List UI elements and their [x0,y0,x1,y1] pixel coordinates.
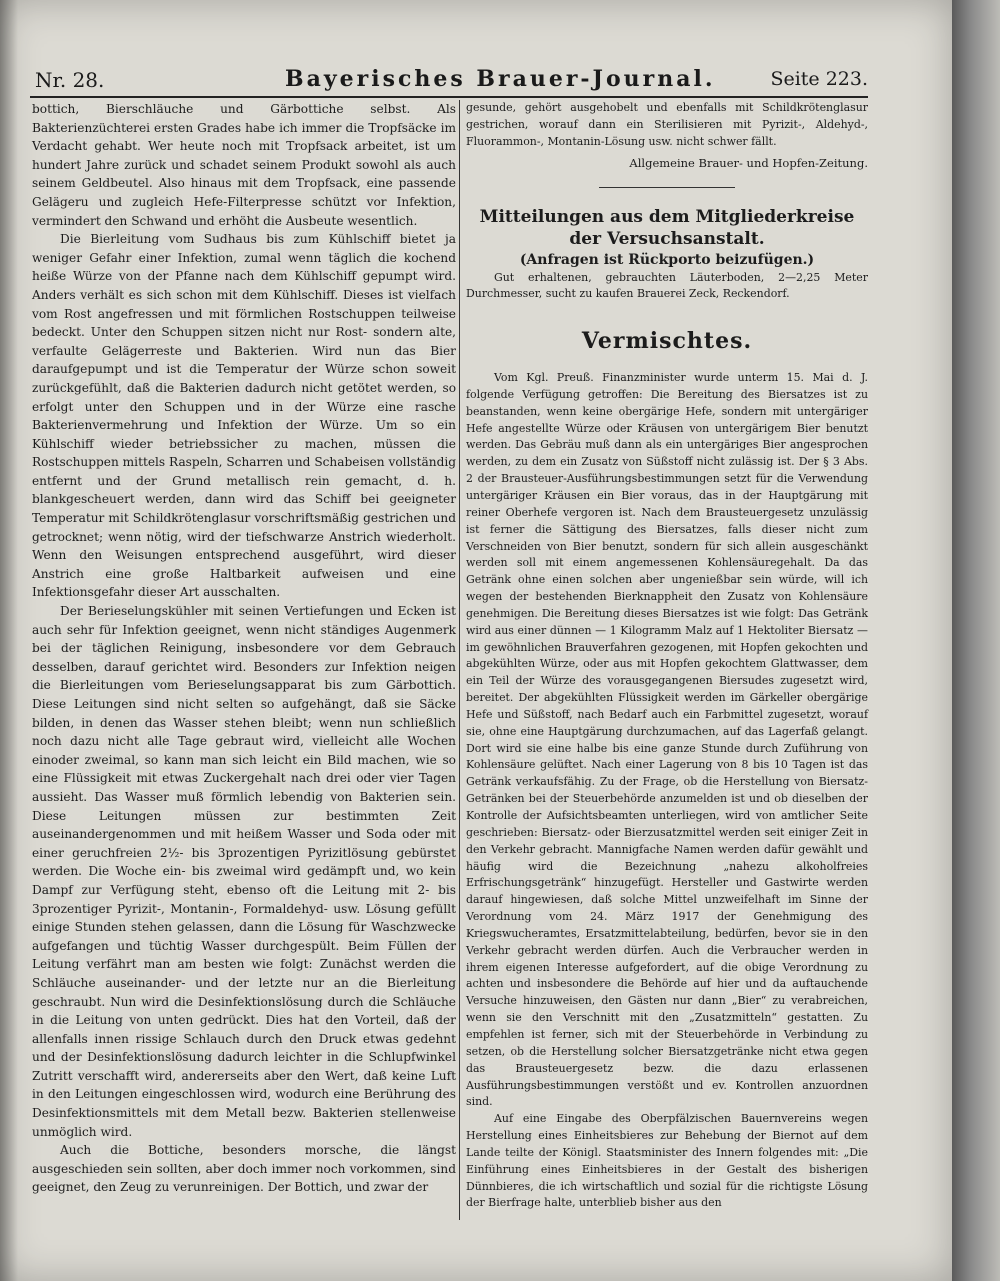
header-rule [30,96,868,98]
section-heading: Mitteilungen aus dem Mitgliederkreise der Versuchsanstalt. [479,206,855,249]
miscellany-heading: Vermischtes. [581,328,753,355]
section-subheading: (Anfragen ist Rückporto beizufügen.) [519,251,815,268]
left-column [32,100,456,1197]
article-paragraph: Vom Kgl. Preuß. Finanzminister wurde unterm 15. Mai d. J. folgende Verfügung getroffen: Die Bereitung des Biersatzes ist zu beanstanden, wenn keine obergärige Hefe, sondern mit untergäriger Hefe angestellte Würze oder Kräusen von untergärigem Bier benutzt werden. Das Gebräu muß dann als ein untergäriges Bier angesprochen werden, zu dem ein Zusatz von Süßstoff nicht zulässig ist. Der § 3 Abs. 2 der Brausteuer-Ausführungsbestimmungen setzt für die Verwendung untergäriger Kräusen ein Bier voraus, das in der Hauptgärung mit reiner Oberhefe vergoren ist. Nach dem Brausteuergesetz unzulässig ist ferner die Sättigung des Biersatzes, falls dieser nicht zum Verschneiden von Bier benutzt, sondern für sich allein ausgeschänkt werden soll mit einem angemessenen Kohlensäuregehalt. Da das Getränk ohne einen solchen aber ungenießbar sein würde, will ich wegen der bestehenden Bierknappheit den Zusatz von Kohlensäure genehmigen. Die Bereitung dieses Biersatzes ist wie folgt: Das Getränk wird aus einer dünnen — 1 Kilogramm Malz auf 1 Hektoliter Biersatz — im gewöhnlichen Brauverfahren gezogenen, mit Hopfen gekochten und abgekühlten Würze, oder aus mit Hopfen gekochtem Glattwasser, dem ein Teil der Würze des vorausgegangenen Biersudes zugesetzt wird, bereitet. Der abgekühlten Flüssigkeit werden im Gärkeller obergärige Hefe und Süßstoff, nach Bedarf auch ein Farbmittel zugesetzt, worauf sie, ohne eine Hauptgärung durchzumachen, auf das Lagerfaß gelangt. Dort wird sie eine halbe bis eine ganze Stunde durch Zuführung von Kohlensäure gelüftet. Nach einer Lagerung von 8 bis 10 Tagen ist das Getränk verkaufsfähig. Zu der Frage, ob die Herstellung von Biersatz-Getränken bei der Steuerbehörde anzumelden ist und ob dieselben der Kontrolle der Aufsichtsbeamten unterliegen, wird von amtlicher Seite geschrieben: Biersatz- oder Bierzusatzmittel werden seit einiger Zeit in den Verkehr gebracht. Mannigfache Namen werden dafür gewählt und häufig wird die Bezeichnung „nahezu alkoholfreies Erfrischungsgetränk“ hinzugefügt. Hersteller und Gastwirte werden darauf hingewiesen, daß solche Mittel unzweifelhaft im Sinne der Verordnung vom 24. März 1917 der Genehmigung des Kriegswucheramtes, Ersatzmittelabteilung, bedürfen, bevor sie in den Verkehr gebracht werden dürfen. Auch die Verbraucher werden in ihrem eigenen Interesse aufgefordert, auf die obige Verordnung zu achten und insbesondere die Behörde auf hier und da auftauchende Versuche hinzuweisen, den Gästen nur dann „Bier“ zu verabreichen, wenn sie den Verschnitt mit den „Zusatzmitteln“ gestatten. Zu empfehlen ist ferner, sich mit der Steuerbehörde in Verbindung zu setzen, ob die Herstellung solcher Biersatzgetränke nicht etwa gegen das Brausteuergesetz bezw. die dazu erlassenen Ausführungsbestimmungen verstößt und ev. Kontrollen anzuordnen sind. [466,371,868,1109]
article-paragraph: gesunde, gehört ausgehobelt und ebenfalls mit Schildkrötenglasur gestrichen, worauf dann ein Sterilisieren mit Pyrizit-, Aldehyd-, Fluorammon-, Montanin-Lösung usw. nicht schwer fällt. [466,101,868,148]
column-divider [459,100,460,1220]
article-paragraph: Der Berieselungskühler mit seinen Vertiefungen und Ecken ist auch sehr für Infektion geeignet, wenn nicht ständiges Augenmerk bei der täglichen Reinigung, insbesondere vor dem Gebrauch desselben, darauf gerichtet wird. Besonders zur Infektion neigen die Bierleitungen vom Berieselungsapparat bis zum Gärbottich. Diese Leitungen sind nicht selten so aufgehängt, daß sie Säcke bilden, in denen das Wasser stehen bleibt; wenn nun schließlich noch dazu nicht alle Tage gebraut wird, vielleicht alle Wochen einoder zweimal, so kann man sich leicht ein Bild machen, wie so eine Flüssigkeit mit etwas Zuckergehalt nach drei oder vier Tagen aussieht. Das Wasser muß förmlich lebendig von Bakterien sein. Diese Leitungen müssen zur bestimmten Zeit auseinandergenommen und mit heißem Wasser und Soda oder mit einer geruchfreien 2½- bis 3prozentigen Pyrizitlösung gebürstet werden. Die Woche ein- bis zweimal wird gedämpft und, wo kein Dampf zur Verfügung steht, ebenso oft die Leitung mit 2- bis 3prozentiger Pyrizit-, Montanin-, Formaldehyd- usw. Lösung gefüllt einige Stunden stehen gelassen, dann die Lösung für Waschzwecke aufgefangen und tüchtig Wasser durchgespült. Beim Füllen der Leitung verfährt man am besten wie folgt: Zunächst werden die Schläuche auseinander- und der letzte nur an die Bierleitung geschraubt. Nun wird die Desinfektionslösung durch die Schläuche in die Leitung von unten gedrückt. Dies hat den Vorteil, daß der allenfalls innen rissige Schlauch durch den Druck etwas gedehnt und der Desinfektionslösung dadurch leichter in die Schlupfwinkel Zutritt verschafft wird, andererseits aber den Wert, daß keine Luft in den Leitungen eingeschlossen wird, wodurch eine Berührung des Desinfektionsmittels mit dem Metall bezw. Bakterien stellenweise unmöglich wird. [32,604,456,1139]
issue-number: Nr. 28. [35,68,105,92]
page-number: Seite 223. [770,68,868,90]
notice-text: Gut erhaltenen, gebrauchten Läuterboden, 2—2,25 Meter Durchmesser, sucht zu kaufen Brauerei Zeck, Reckendorf. [466,270,868,301]
page-header [30,62,868,98]
section-rule [599,187,735,188]
source-signature: Allgemeine Brauer- und Hopfen-Zeitung. [629,155,868,170]
article-paragraph: Die Bierleitung vom Sudhaus bis zum Kühlschiff bietet ja weniger Gefahr einer Infektion, zumal wenn täglich die kochend heiße Würze von der Pfanne nach dem Kühlschiff gepumpt wird. Anders verhält es sich schon mit dem Kühlschiff. Dieses ist vielfach vom Rost angefressen und mit förmlichen Rostschuppen teilweise bedeckt. Unter den Schuppen sitzen nicht nur Rost- sondern alte, verfaulte Gelägerreste und Bakterien. Wird nun das Bier daraufgepumpt und ist die Temperatur der Würze schon soweit zurückgefühlt, daß die Bakterien dadurch nicht getötet werden, so erfolgt unter den Schuppen und in der Würze eine rasche Bakterienvermehrung und Infektion der Würze. Um so ein Kühlschiff wieder betriebssicher zu machen, müssen die Rostschuppen mittels Raspeln, Scharren und Schabeisen vollständig entfernt und der Grund metallisch rein gemacht, d. h. blankgescheuert werden, dann wird das Schiff bei geeigneter Temperatur mit Schildkrötenglasur vorschriftsmäßig gestrichen und getrocknet; wenn nötig, wird der tiefschwarze Anstrich wiederholt. Wenn den Weisungen entsprechend ausgeführt, wird dieser Anstrich eine große Haltbarkeit aufweisen und eine Infektionsgefahr dieser Art ausschalten. [32,232,456,600]
journal-title: Bayerisches Brauer-Journal. [285,66,716,92]
article-paragraph: bottich, Bierschläuche und Gärbottiche selbst. Als Bakterienzüchterei ersten Grades habe ich immer die Tropfsäcke im Verdacht gehabt. Wer heute noch mit Tropfsack arbeitet, ist um hundert Jahre zurück und schadet seinem Produkt sowohl als auch seinem Geldbeutel. Also hinaus mit dem Tropfsack, eine passende Gelägeru und zugleich Hefe-Filterpresse schützt vor Infektion, vermindert den Schwand und erhöht die Ausbeute wesentlich. [32,102,456,228]
page-edge [952,0,1000,1281]
article-paragraph: Auf eine Eingabe des Oberpfälzischen Bauernvereins wegen Herstellung eines Einheitsbieres zur Behebung der Biernot auf dem Lande teilte der Königl. Staatsminister des Innern folgendes mit: „Die Einführung eines Einheitsbieres in der Gestalt des bisherigen Dünnbieres, die ich wirtschaftlich und sozial für die richtigste Lösung der Bierfrage halte, unterblieb bisher aus den [466,1112,868,1210]
right-column [466,100,868,1212]
page-gutter-shadow [0,0,18,1281]
article-paragraph: Auch die Bottiche, besonders morsche, die längst ausgeschieden sein sollten, aber doch immer noch vorkommen, sind geeignet, den Zeug zu verunreinigen. Der Bottich, und zwar der [32,1143,456,1195]
